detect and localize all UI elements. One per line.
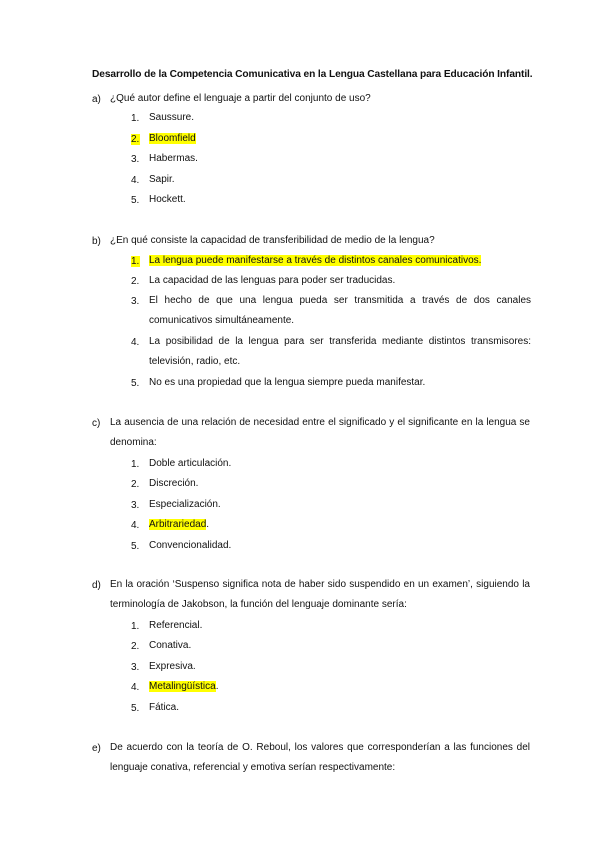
option-text: La capacidad de las lenguas para poder ser traducidas. [149, 275, 396, 286]
option-number: 1. [131, 621, 140, 632]
option-number: 1. [131, 459, 140, 470]
option-number: 2. [131, 641, 140, 652]
option-number: 4. [131, 175, 140, 186]
option-number: 3. [131, 662, 140, 673]
option-number: 1. [131, 256, 140, 267]
question-letter: d) [92, 580, 101, 591]
option-number: 5. [131, 378, 140, 389]
option-text: Habermas. [149, 153, 198, 164]
option-number: 2. [131, 134, 140, 145]
question-text: ¿En qué consiste la capacidad de transferibilidad de medio de la lengua? [110, 235, 435, 246]
option-text: Fática. [149, 702, 180, 713]
option-text: Especialización. [149, 499, 221, 510]
highlighted-answer: Bloomfield [149, 133, 196, 144]
option-number: 5. [131, 195, 140, 206]
option-number: 3. [131, 296, 140, 307]
option-number: 5. [131, 541, 140, 552]
question-letter: e) [92, 743, 101, 754]
option-text: Sapir. [149, 174, 175, 185]
option-number: 4. [131, 682, 140, 693]
option-suffix: . [215, 681, 219, 692]
option-text: La posibilidad de la lengua para ser transferida mediante distintos transmisores: televisión, radio, etc. [149, 336, 531, 368]
option-text: Discreción. [149, 478, 199, 489]
option-text: Referencial. [149, 620, 203, 631]
option-number: 3. [131, 154, 140, 165]
highlighted-answer: La lengua puede manifestarse a través de distintos canales comunicativos. [149, 255, 482, 266]
option-text: No es una propiedad que la lengua siempre pueda manifestar. [149, 377, 426, 388]
option-suffix: . [206, 519, 210, 530]
option-text: Convencionalidad. [149, 540, 232, 551]
question-text: En la oración ‘Suspenso significa nota de haber sido suspendido en un examen’, siguiendo la terminología de Jakobson, la función del lenguaje dominante sería: [110, 579, 530, 611]
option-number: 5. [131, 703, 140, 714]
document-title: Desarrollo de la Competencia Comunicativa en la Lengua Castellana para Educación Infantil. [92, 69, 533, 80]
question-text: ¿Qué autor define el lenguaje a partir del conjunto de uso? [110, 93, 371, 104]
option-text: Hockett. [149, 194, 186, 205]
question-letter: a) [92, 94, 101, 105]
highlighted-answer: Arbitrariedad [149, 519, 207, 530]
highlighted-answer: Metalingüística [149, 681, 216, 692]
option-text: Doble articulación. [149, 458, 232, 469]
option-text: Expresiva. [149, 661, 196, 672]
question-letter: b) [92, 236, 101, 247]
question-text: De acuerdo con la teoría de O. Reboul, los valores que corresponderían a las funciones del lenguaje conativa, referencial y emotiva serían respectivamente: [110, 742, 530, 774]
option-number: 2. [131, 276, 140, 287]
question-letter: c) [92, 418, 101, 429]
option-number: 1. [131, 113, 140, 124]
option-number: 4. [131, 337, 140, 348]
option-text: Saussure. [149, 112, 195, 123]
option-number: 2. [131, 479, 140, 490]
option-text: Conativa. [149, 640, 192, 651]
option-text: El hecho de que una lengua pueda ser transmitida a través de dos canales comunicativos simultáneamente. [149, 295, 531, 327]
question-text: La ausencia de una relación de necesidad entre el significado y el significante en la lengua se denomina: [110, 417, 530, 449]
option-number: 4. [131, 520, 140, 531]
option-number: 3. [131, 500, 140, 511]
